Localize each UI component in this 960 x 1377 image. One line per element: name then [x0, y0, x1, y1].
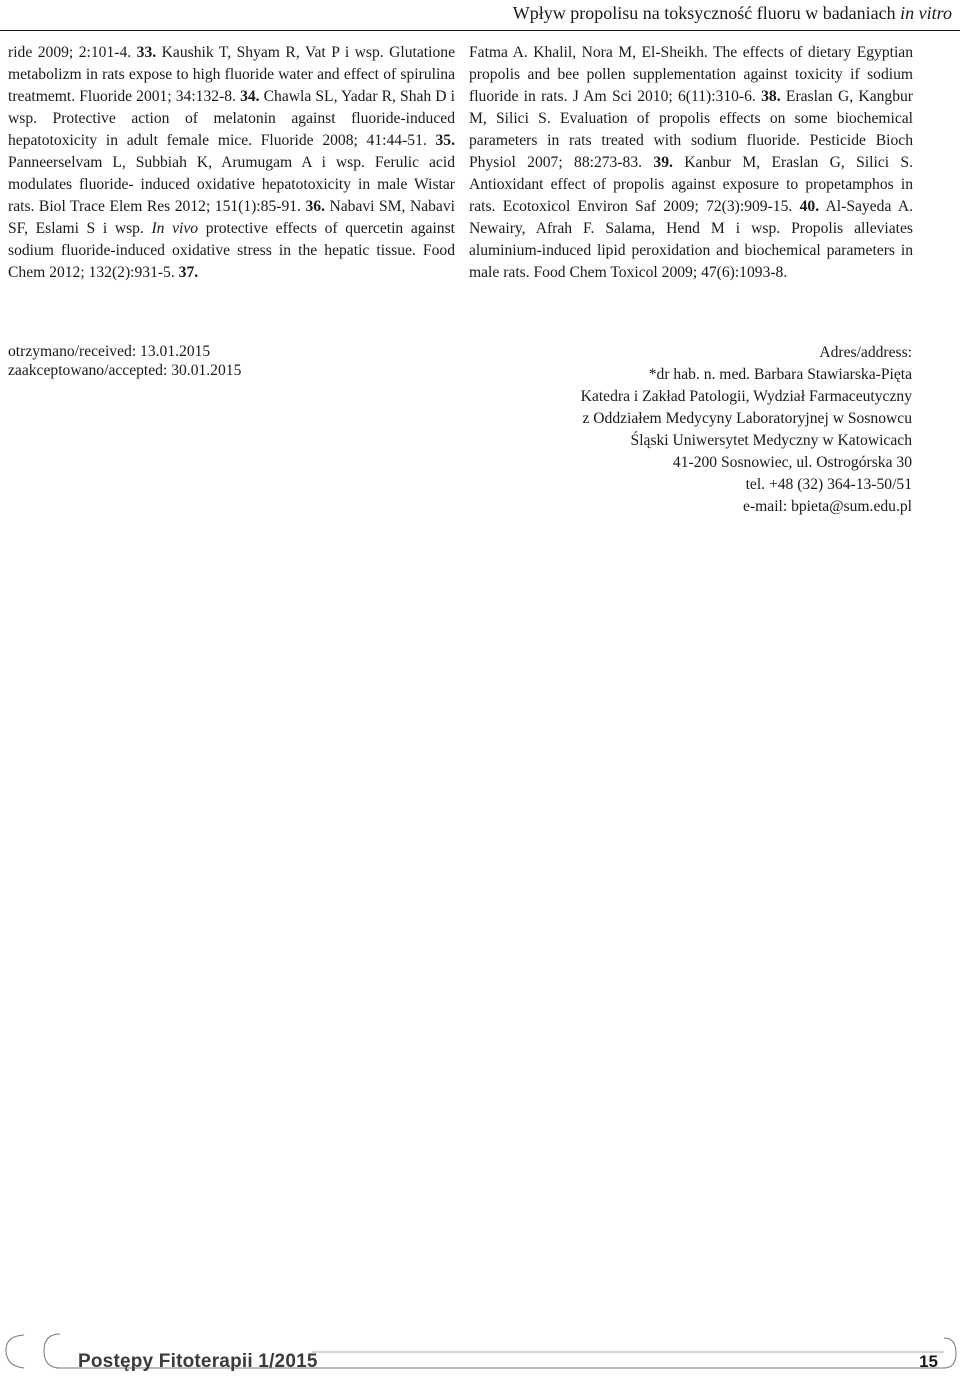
reference-number: 35.	[435, 132, 455, 149]
reference-text: ride 2009; 2:101-4.	[8, 44, 137, 61]
submission-dates	[8, 342, 241, 380]
running-header	[0, 0, 960, 31]
reference-text: protective effects of quercetin against sodium fluoride-induced oxidative stress in the hepatic tissue. Food Chem 2012; 132(2):931-5.	[8, 220, 455, 281]
accepted-date: zaakceptowano/accepted: 30.01.2015	[8, 362, 242, 379]
address-email: e-mail: bpieta@sum.edu.pl	[743, 498, 912, 515]
address-line: Śląski Uniwersytet Medyczny w Katowicach	[630, 432, 912, 449]
footer-left-bracket	[6, 1335, 24, 1368]
running-title	[513, 3, 952, 24]
running-title-italic: in vitro	[900, 3, 952, 23]
references-left-column	[8, 42, 455, 284]
address-line: tel. +48 (32) 364-13-50/51	[745, 476, 912, 493]
reference-text: Kaushik T, Shyam R, Vat P i wsp. Glutatione metabolizm in rats expose to high fluoride water and effect of spirulina treatmemt. Fluoride 2001; 34:132-8.	[8, 44, 455, 105]
reference-number: 39.	[653, 154, 673, 171]
reference-number: 36.	[305, 198, 325, 215]
running-title-text: Wpływ propolisu na toksyczność fluoru w badaniach	[512, 3, 901, 23]
reference-text: Nabavi SM, Nabavi SF, Eslami S i wsp.	[8, 198, 455, 237]
footer-left-bracket-inner	[44, 1334, 60, 1368]
page-number: 15	[919, 1352, 938, 1371]
footer-right-bracket	[944, 1338, 956, 1368]
reference-text: Chawla SL, Yadar R, Shah D i wsp. Protective action of melatonin against fluoride-induced hepatotoxicity in adult female mice. Fluoride 2008; 41:44-51.	[8, 88, 455, 149]
received-date: otrzymano/received: 13.01.2015	[8, 343, 211, 360]
address-line: Katedra i Zakład Patologii, Wydział Farmaceutyczny	[580, 388, 912, 405]
reference-number: 33.	[136, 44, 157, 61]
reference-number: 40.	[799, 198, 820, 215]
address-line: z Oddziałem Medycyny Laboratoryjnej w Sosnowcu	[582, 410, 912, 427]
reference-text: Eraslan G, Kangbur M, Silici S. Evaluation of propolis effects on some biochemical parameters in rats treated with sodium fluoride. Pesticide Bioch Physiol 2007; 88:273-83.	[469, 88, 913, 171]
reference-text: Kanbur M, Eraslan G, Silici S. Antioxidant effect of propolis against exposure to propetamphos in rats. Ecotoxicol Environ Saf 2009; 72(3):909-15.	[469, 154, 913, 215]
reference-text: Panneerselvam L, Subbiah K, Arumugam A i wsp. Ferulic acid modulates fluoride- induced oxidative hepatotoxicity in male Wistar rats. Biol Trace Elem Res 2012; 151(1):85-91.	[8, 154, 455, 215]
reference-text: Al-Sayeda A. Newairy, Afrah F. Salama, Hend M i wsp. Propolis alleviates aluminium-induced lipid peroxidation and biochemical parameters in male rats. Food Chem Toxicol 2009; 47(6):1093-8.	[469, 198, 913, 281]
address-line: 41-200 Sosnowiec, ul. Ostrogórska 30	[672, 454, 912, 471]
address-line: *dr hab. n. med. Barbara Stawiarska-Pięta	[648, 366, 912, 383]
address-label: Adres/address:	[819, 344, 912, 361]
reference-italic-text: In vivo	[151, 220, 199, 237]
reference-number: 38.	[761, 88, 781, 105]
reference-number: 37.	[178, 264, 199, 281]
reference-number: 34.	[240, 88, 260, 105]
reference-text: Fatma A. Khalil, Nora M, El-Sheikh. The effects of dietary Egyptian propolis and bee pollen supplementation against toxicity if sodium fluoride in rats. J Am Sci 2010; 6(11):310-6.	[469, 44, 913, 105]
correspondence-address	[581, 342, 912, 518]
references-right-column	[469, 42, 913, 284]
journal-name: Postępy Fitoterapii 1/2015	[78, 1351, 318, 1372]
